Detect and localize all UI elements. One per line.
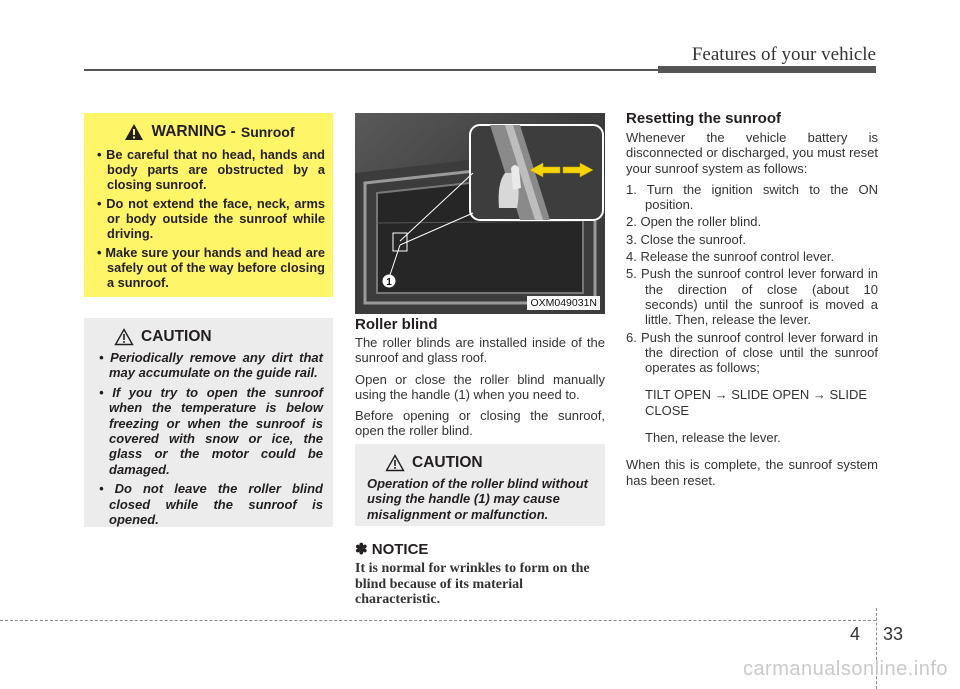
warning-item: • Be careful that no head, hands and body parts are obstructed by a closing sunroof. [97, 147, 325, 192]
caution-label: CAUTION [141, 328, 212, 345]
caution-label: CAUTION [412, 454, 483, 471]
notice-text: It is normal for wrinkles to form on the blind because of its material characteristic. [355, 561, 590, 607]
reset-step: 4. Release the sunroof control lever. [626, 249, 835, 265]
watermark: carmanualsonline.info [742, 658, 948, 680]
page-header-title: Features of your vehicle [691, 44, 876, 65]
warning-box [84, 113, 333, 297]
caution-item: • If you try to open the sunroof when the temperature is below freezing or when the sunroof is covered with snow or ice, the glass or the motor could be damaged. [99, 384, 323, 477]
figure-code: OXM049031N [527, 296, 600, 310]
reset-steps [626, 182, 878, 376]
warning-item: • Make sure your hands and head are safely out of the way before closing a sunroof. [97, 245, 325, 290]
reset-sequence: TILT OPEN → SLIDE OPEN → SLIDE CLOSE [645, 387, 868, 418]
roller-blind-illustration [355, 113, 605, 314]
reset-step: 1. Turn the ignition switch to the ON position. [626, 181, 878, 213]
warning-item: • Do not extend the face, neck, arms or body outside the sunroof while driving. [97, 196, 325, 241]
caution-triangle-icon [385, 454, 405, 472]
reset-text [626, 130, 878, 494]
warning-list [94, 147, 325, 290]
figure-callout: 1 [386, 277, 392, 288]
reset-title: Resetting the sunroof [626, 110, 782, 127]
paragraph: Open or close the roller blind manually using the handle (1) when you need to. [355, 371, 605, 402]
reset-intro: Whenever the vehicle battery is disconnected or discharged, you must reset your sunroof system as follows: [626, 130, 878, 176]
warning-label: WARNING - [151, 123, 236, 140]
notice-block [355, 540, 605, 608]
caution-box-guide-rail [84, 318, 333, 527]
reset-step: 2. Open the roller blind. [626, 214, 762, 230]
footer-rule [0, 620, 876, 621]
caution-heading [367, 454, 595, 472]
caution-item: • Periodically remove any dirt that may accumulate on the guide rail. [99, 350, 323, 381]
reset-outro: When this is complete, the sunroof system has been reset. [626, 457, 878, 488]
warning-triangle-icon [124, 123, 144, 141]
warning-heading [94, 123, 325, 141]
notice-heading: ✽ NOTICE [355, 541, 429, 558]
roller-blind-title: Roller blind [355, 316, 438, 333]
chapter-number: 4 [850, 624, 861, 644]
roller-blind-text [355, 335, 605, 445]
reset-release: Then, release the lever. [645, 430, 781, 446]
reset-step: 6. Push the sunroof control lever forward in the direction of close until the sunroof operates as follows; [626, 329, 878, 376]
page-number: 33 [883, 624, 904, 644]
warning-subject: Sunroof [240, 124, 295, 140]
caution-list [96, 350, 323, 527]
caution-heading [96, 328, 323, 346]
header-rule-accent [658, 66, 876, 73]
paragraph: The roller blinds are installed inside of the sunroof and glass roof. [355, 335, 605, 366]
caution-text: Operation of the roller blind without using the handle (1) may cause misalignment or malfunction. [367, 476, 588, 522]
reset-step: 5. Push the sunroof control lever forward in the direction of close (about 10 seconds) until the sunroof is moved a little. Then, release the lever. [626, 266, 878, 328]
caution-triangle-icon [114, 328, 134, 346]
caution-box-roller-blind [355, 444, 605, 526]
paragraph: Before opening or closing the sunroof, open the roller blind. [355, 408, 605, 439]
roller-blind-figure [355, 113, 605, 314]
reset-step: 3. Close the sunroof. [626, 231, 746, 247]
caution-item: • Do not leave the roller blind closed while the sunroof is opened. [99, 481, 323, 528]
